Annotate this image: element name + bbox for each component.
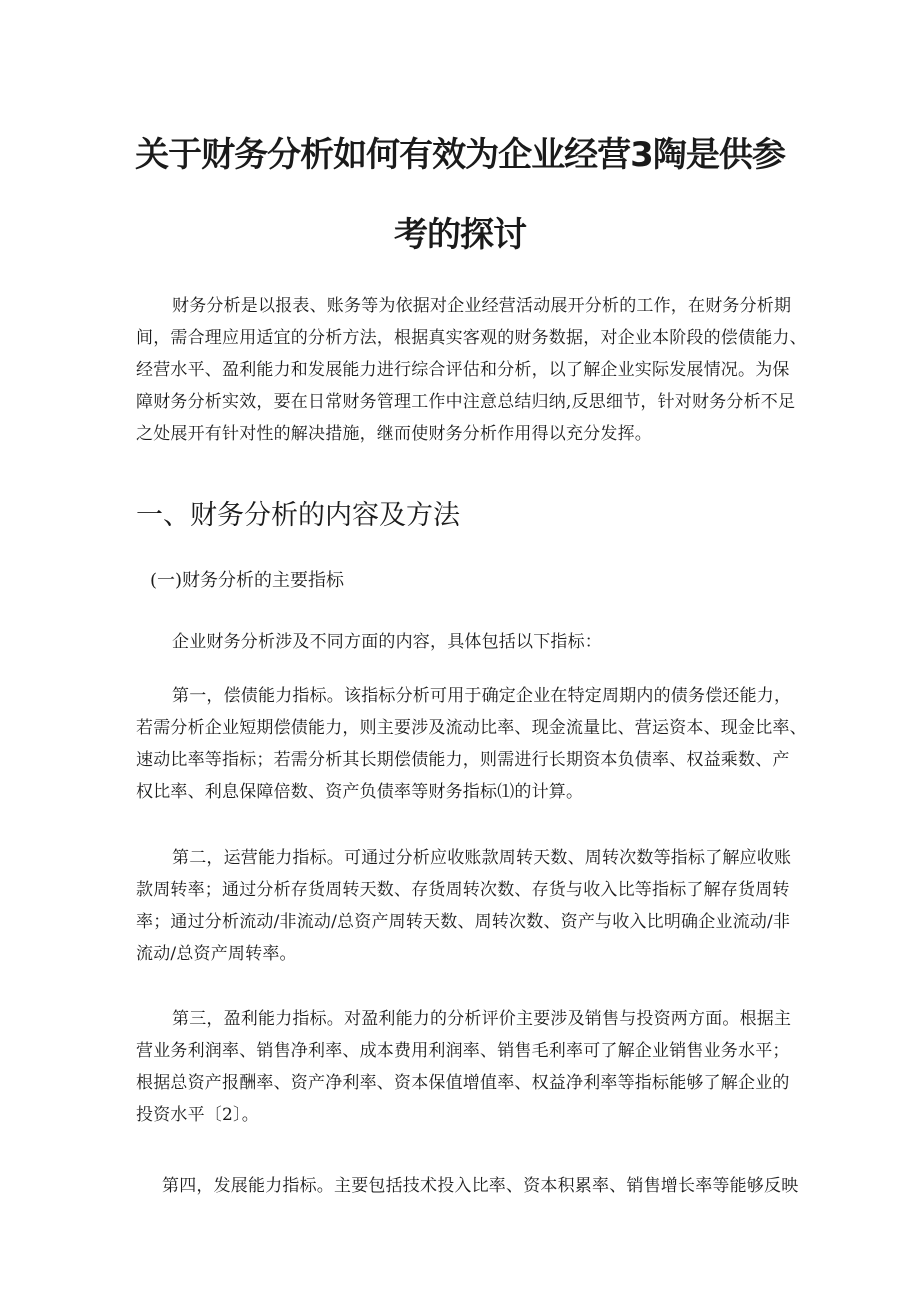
text-line: 财务分析是以报表、账务等为依据对企业经营活动展开分析的工作，在财务分析期 — [172, 296, 792, 316]
intro-paragraph — [136, 290, 807, 450]
text-line: 若需分析企业短期偿债能力，则主要涉及流动比率、现金流量比、营运资本、现金比率、 — [136, 718, 807, 738]
text-line: 第三，盈利能力指标。对盈利能力的分析评价主要涉及销售与投资两方面。根据主 — [172, 1009, 792, 1029]
text-line: 权比率、利息保障倍数、资产负债率等财务指标⑴的计算。 — [136, 782, 584, 802]
subsection-heading: (一)财务分析的主要指标 — [150, 570, 345, 591]
document-title-line2: 考的探讨 — [394, 215, 526, 255]
point2-paragraph — [136, 842, 800, 970]
text-line: 经营水平、盈利能力和发展能力进行综合评估和分析，以了解企业实际发展情况。为保 — [136, 360, 790, 380]
text-line: 障财务分析实效，要在日常财务管理工作中注意总结归纳,反思细节，针对财务分析不足 — [136, 392, 796, 412]
text-line: 根据总资产报酬率、资产净利率、资本保值增值率、权益净利率等指标能够了解企业的 — [136, 1073, 790, 1093]
point4-paragraph — [136, 1170, 800, 1202]
text-line: 投资水平〔2〕。 — [136, 1105, 259, 1125]
text-line: 营业务利润率、销售净利率、成本费用利润率、销售毛利率可了解企业销售业务水平； — [136, 1041, 790, 1061]
subsection-lead-paragraph — [136, 626, 800, 658]
text-line: 企业财务分析涉及不同方面的内容，具体包括以下指标： — [172, 632, 602, 652]
text-line: 之处展开有针对性的解决措施，继而使财务分析作用得以充分发挥。 — [136, 424, 652, 444]
text-line: 第二，运营能力指标。可通过分析应收账款周转天数、周转次数等指标了解应收账 — [172, 848, 792, 868]
text-line: 款周转率；通过分析存货周转天数、存货周转次数、存货与收入比等指标了解存货周转 — [136, 880, 790, 900]
text-line: 间，需合理应用适宜的分析方法，根据真实客观的财务数据，对企业本阶段的偿债能力、 — [136, 328, 807, 348]
section-heading: 一、财务分析的内容及方法 — [136, 500, 460, 531]
text-line: 率；通过分析流动/非流动/总资产周转天数、周转次数、资产与收入比明确企业流动/非 — [136, 912, 791, 932]
text-line: 第一，偿债能力指标。该指标分析可用于确定企业在特定周期内的债务偿还能力， — [172, 686, 792, 706]
point3-paragraph — [136, 1003, 800, 1131]
point1-paragraph — [136, 680, 807, 808]
text-line: 第四，发展能力指标。主要包括技术投入比率、资本积累率、销售增长率等能够反映 — [162, 1176, 799, 1196]
text-line: 流动/总资产周转率。 — [136, 944, 297, 964]
text-line: 速动比率等指标；若需分析其长期偿债能力，则需进行长期资本负债率、权益乘数、产 — [136, 750, 790, 770]
document-title-line1: 关于财务分析如何有效为企业经营3陶是供参 — [135, 135, 785, 175]
